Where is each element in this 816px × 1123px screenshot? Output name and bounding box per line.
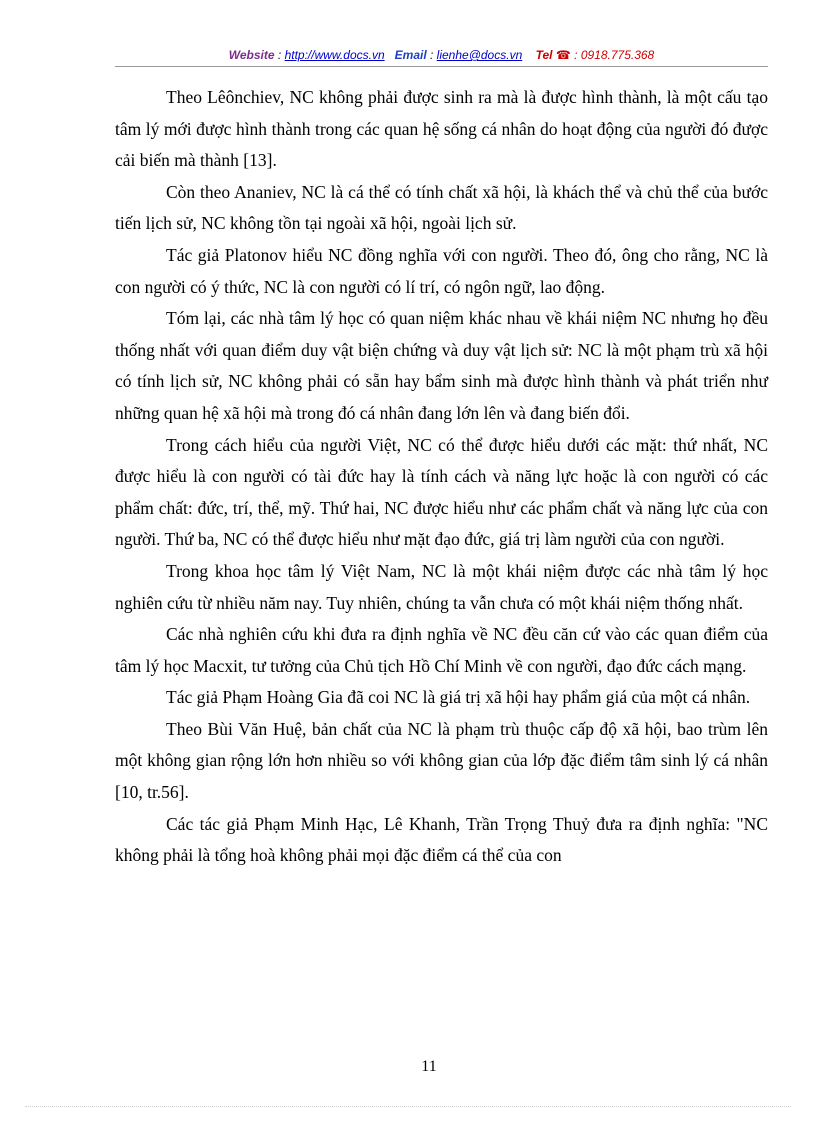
paragraph: Tác giả Phạm Hoàng Gia đã coi NC là giá trị xã hội hay phẩm giá của một cá nhân. (166, 687, 751, 708)
tel-label: Tel (535, 48, 553, 62)
paragraph: Theo Bùi Văn Huệ, bản chất của NC là phạm trù thuộc cấp độ xã hội, bao trùm lên một không gian rộng lớn hơn nhiều so với không gian của lớp đặc điểm tâm sinh lý cá nhân [10, tr.56]. (115, 718, 768, 803)
paragraph: Các nhà nghiên cứu khi đưa ra định nghĩa về NC đều căn cứ vào các quan điểm của tâm lý học Macxit, tư tưởng của Chủ tịch Hồ Chí Minh về con người, đạo đức cách mạng. (115, 624, 768, 676)
email-label: Email (394, 48, 427, 62)
paragraph: Theo Lêônchiev, NC không phải được sinh ra mà là được hình thành, là một cấu tạo tâm lý mới được hình thành trong các quan hệ sống cá nhân do hoạt động của người đó được cải biến mà thành [13]. (115, 87, 768, 171)
website-label: Website (228, 48, 275, 62)
page-number: 11 (421, 1058, 437, 1075)
website-link[interactable]: http://www.docs.vn (284, 48, 385, 62)
email-link[interactable]: lienhe@docs.vn (436, 48, 523, 62)
paragraph: Tóm lại, các nhà tâm lý học có quan niệm khác nhau về khái niệm NC nhưng họ đều thống nhất với quan điểm duy vật biện chứng và duy vật lịch sử: NC là một phạm trù xã hội có tính lịch sử, NC không phải có sẵn hay bẩm sinh mà được hình thành và phát triển như những quan hệ xã hội mà trong đó cá nhân đang lớn lên và đang biến đổi. (115, 308, 768, 423)
paragraph: Còn theo Ananiev, NC là cá thể có tính chất xã hội, là khách thể và chủ thể của bước tiến lịch sử, NC không tồn tại ngoài xã hội, ngoài lịch sử. (115, 181, 768, 234)
header-rule (115, 66, 768, 67)
phone-icon: ☎ (555, 48, 571, 62)
paragraph: Trong cách hiểu của người Việt, NC có thể được hiểu dưới các mặt: thứ nhất, NC được hiểu là con người có tài đức hay là tính cách và năng lực hoặc là con người có các phẩm chất: đức, trí, thể, mỹ. Thứ hai, NC được hiểu như các phẩm chất và năng lực của con người. Thứ ba, NC có thể được hiểu như mặt đạo đức, giá trị làm người của con người. (115, 434, 768, 550)
document-body (115, 82, 768, 872)
paragraph: Tác giả Platonov hiểu NC đồng nghĩa với con người. Theo đó, ông cho rằng, NC là con người có ý thức, NC là con người có lí trí, có ngôn ngữ, lao động. (115, 244, 768, 297)
tel-number: 0918.775.368 (580, 48, 655, 62)
paragraph: Trong khoa học tâm lý Việt Nam, NC là một khái niệm được các nhà tâm lý học nghiên cứu từ nhiều năm nay. Tuy nhiên, chúng ta vẫn chưa có một khái niệm thống nhất. (115, 560, 768, 613)
footer-rule (25, 1106, 791, 1107)
page-header: Website : http://www.docs.vn Email : lienhe@docs.vn Tel ☎ : 0918.775.368 (228, 48, 655, 62)
paragraph: Các tác giả Phạm Minh Hạc, Lê Khanh, Trần Trọng Thuỷ đưa ra định nghĩa: "NC không phải là tổng hoà không phải mọi đặc điểm cá thể của con (115, 813, 768, 866)
